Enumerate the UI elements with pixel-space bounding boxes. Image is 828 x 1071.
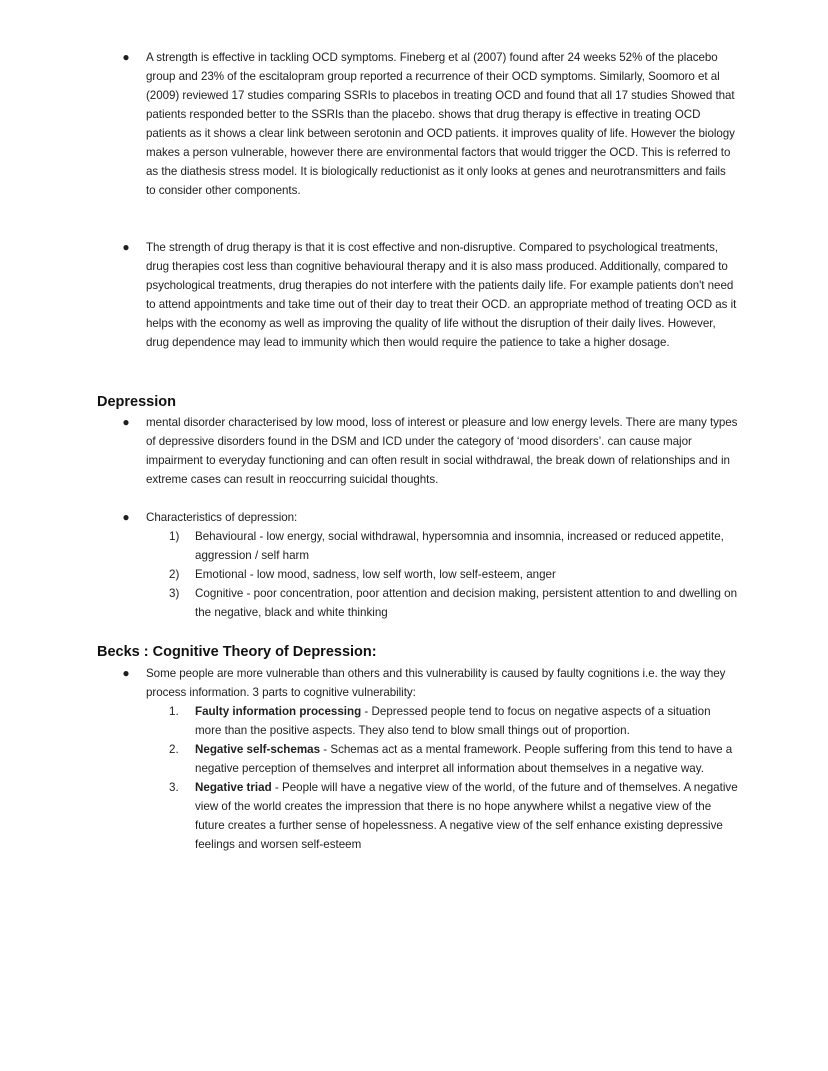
list-number: 3.	[169, 781, 179, 794]
paragraph-text: Characteristics of depression:	[146, 511, 298, 524]
list-text	[195, 778, 738, 854]
list-text: Cognitive - poor concentration, poor attention and decision making, persistent attention to and dwelling on the negative, black and white thinking	[195, 587, 738, 619]
list-description: - Depressed people tend to focus on negative aspects of a situation more than the positive aspects. They also tend to blow small things out of proportion.	[195, 705, 711, 737]
characteristics-list	[146, 527, 738, 622]
list-item	[146, 702, 738, 740]
paragraph-text: The strength of drug therapy is that it is cost effective and non-disruptive. Compared to psychological treatments, drug therapies cost less than cognitive behavioural therapy and it is also mass produced. Additionally, compared to psychological treatments, drug therapies do not interfere with the patients daily life. For example patients don't need to attend appointments and take time out of their day to treat their OCD. an appropriate method of treating OCD as it helps with the economy as well as improving the quality of life without the disruption of their daily lives. However, drug dependence may lead to immunity which then would require the patience to take a higher dosage.	[146, 241, 737, 349]
list-item	[146, 527, 738, 565]
bullet-icon: ●	[122, 50, 130, 64]
list-text: Behavioural - low energy, social withdrawal, hypersomnia and insomnia, increased or reduced appetite, aggression / self harm	[195, 530, 724, 562]
list-number: 2.	[169, 743, 179, 756]
cognitive-vulnerability-list	[146, 702, 738, 854]
drug-therapy-strength-paragraph	[146, 238, 738, 352]
bullet-icon: ●	[122, 240, 130, 254]
ocd-strength-paragraph	[146, 48, 738, 200]
paragraph-text: A strength is effective in tackling OCD symptoms. Fineberg et al (2007) found after 24 weeks 52% of the placebo group and 23% of the escitalopram group reported a recurrence of their OCD symptoms. Similarly, Soomoro et al (2009) reviewed 17 studies comparing SSRIs to placebos in treating OCD and found that all 17 studies Showed that patients responded better to the SSRIs than the placebo. shows that drug therapy is effective in treating OCD patients as it shows a clear link between serotonin and OCD patients. it improves quality of life. However the biology makes a person vulnerable, however there are environmental factors that would trigger the OCD. This is referred to as the diathesis stress model. It is biologically reductionist as it only looks at genes and neurotransmitters and fails to consider other components.	[146, 51, 735, 197]
list-number: 1)	[169, 530, 180, 543]
depression-heading: Depression	[97, 394, 176, 410]
paragraph-text: mental disorder characterised by low mood, loss of interest or pleasure and low energy levels. There are many types of depressive disorders found in the DSM and ICD under the category of ‘mood disorders’. can cause major impairment to everyday functioning and can often result in social withdrawal, the break down of relationships and in extreme cases can result in reoccurring suicidal thoughts.	[146, 416, 738, 486]
list-description: - People will have a negative view of the world, of the future and of themselves. A negative view of the world creates the impression that there is no hope anywhere whilst a negative view of the future creates a further sense of hopelessness. A negative view of the self enhance existing depressive feelings and worsen self-esteem	[195, 781, 738, 851]
bullet-icon: ●	[122, 666, 130, 680]
list-text	[195, 740, 738, 778]
characteristics-intro	[146, 508, 738, 527]
list-item	[146, 778, 738, 854]
paragraph-text: Some people are more vulnerable than others and this vulnerability is caused by faulty cognitions i.e. the way they process information. 3 parts to cognitive vulnerability:	[146, 667, 726, 699]
list-number: 3)	[169, 587, 180, 600]
list-term: Negative triad	[195, 781, 272, 794]
list-term: Faulty information processing	[195, 705, 362, 718]
list-text: Emotional - low mood, sadness, low self worth, low self-esteem, anger	[195, 568, 556, 581]
becks-heading: Becks : Cognitive Theory of Depression:	[97, 644, 377, 660]
list-item	[146, 740, 738, 778]
list-number: 1.	[169, 705, 179, 718]
list-text	[195, 702, 738, 740]
list-item	[146, 584, 738, 622]
list-item	[146, 565, 738, 584]
bullet-icon: ●	[122, 510, 130, 524]
bullet-icon: ●	[122, 415, 130, 429]
depression-definition-paragraph	[146, 413, 738, 489]
list-term: Negative self-schemas	[195, 743, 321, 756]
list-number: 2)	[169, 568, 180, 581]
becks-intro-paragraph	[146, 664, 738, 702]
list-description: - Schemas act as a mental framework. People suffering from this tend to have a negative perception of themselves and interpret all information about themselves in a negative way.	[195, 743, 733, 775]
